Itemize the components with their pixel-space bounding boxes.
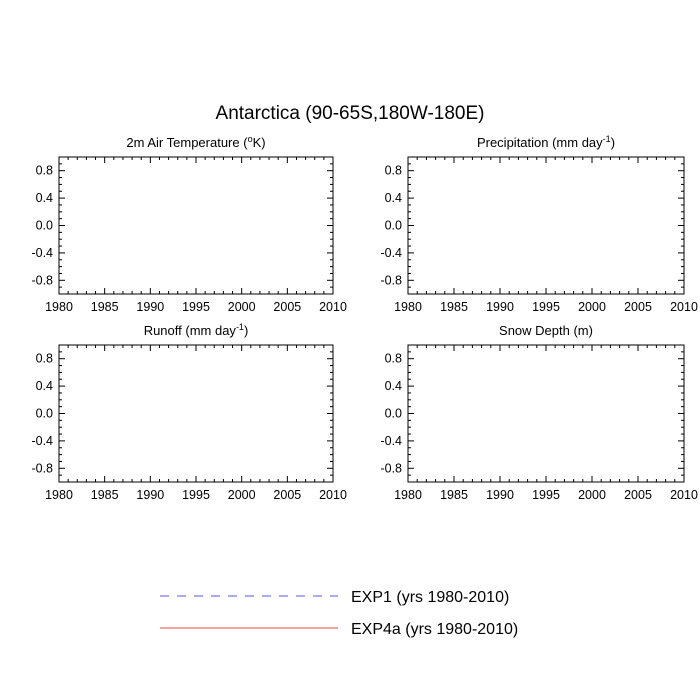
y-tick-label: -0.8 bbox=[380, 273, 402, 288]
plot-frame bbox=[408, 157, 684, 294]
x-tick-label: 1990 bbox=[136, 488, 165, 502]
y-tick-label: 0.0 bbox=[35, 218, 53, 233]
x-tick-label: 1995 bbox=[182, 300, 210, 314]
y-tick-label: 0.0 bbox=[35, 406, 53, 421]
x-tick-label: 1985 bbox=[440, 488, 468, 502]
y-tick-label: 0.8 bbox=[35, 163, 53, 178]
x-tick-label: 2000 bbox=[578, 488, 606, 502]
x-tick-label: 2010 bbox=[670, 488, 698, 502]
x-tick-label: 2010 bbox=[670, 300, 698, 314]
y-tick-label: -0.8 bbox=[380, 461, 402, 476]
y-tick-label: -0.4 bbox=[380, 245, 402, 260]
y-tick-label: 0.4 bbox=[35, 379, 53, 394]
x-tick-label: 2005 bbox=[273, 488, 302, 502]
legend-item bbox=[160, 589, 509, 606]
x-tick-label: 2000 bbox=[227, 300, 256, 314]
legend-item bbox=[160, 621, 518, 638]
x-tick-label: 1990 bbox=[136, 300, 165, 314]
legend bbox=[160, 589, 518, 638]
plot-frame bbox=[59, 345, 333, 482]
x-tick-label: 1980 bbox=[45, 488, 73, 502]
y-tick-label: 0.4 bbox=[384, 379, 402, 394]
x-tick-label: 1985 bbox=[90, 488, 119, 502]
x-tick-label: 2005 bbox=[624, 300, 652, 314]
x-tick-label: 1985 bbox=[90, 300, 119, 314]
panel-2 bbox=[380, 134, 697, 314]
panel-4 bbox=[380, 323, 697, 502]
y-tick-label: -0.8 bbox=[31, 273, 53, 288]
y-tick-label: -0.4 bbox=[31, 245, 53, 260]
x-tick-label: 1980 bbox=[394, 488, 422, 502]
y-tick-label: -0.4 bbox=[31, 433, 53, 448]
x-tick-label: 1995 bbox=[532, 488, 560, 502]
x-tick-label: 1985 bbox=[440, 300, 468, 314]
x-tick-label: 1990 bbox=[486, 300, 514, 314]
x-tick-label: 1995 bbox=[532, 300, 560, 314]
x-tick-label: 1980 bbox=[45, 300, 73, 314]
panel-title: 2m Air Temperature ($^o$K) bbox=[126, 134, 266, 150]
panel-title: Precipitation (mm day$^{-1}$) bbox=[476, 134, 616, 150]
plot-frame bbox=[408, 345, 684, 482]
y-tick-label: 0.8 bbox=[384, 163, 402, 178]
legend-label: EXP4a (yrs 1980-2010) bbox=[351, 621, 519, 638]
panel-title: Runoff (mm day$^{-1}$) bbox=[143, 322, 249, 338]
panel-title: Snow Depth (m) bbox=[499, 323, 593, 338]
x-tick-label: 2010 bbox=[319, 300, 347, 314]
x-tick-label: 2005 bbox=[624, 488, 652, 502]
panels bbox=[31, 134, 697, 502]
x-tick-label: 2000 bbox=[578, 300, 606, 314]
y-tick-label: -0.4 bbox=[380, 433, 402, 448]
y-tick-label: 0.8 bbox=[35, 351, 53, 366]
y-tick-label: 0.0 bbox=[384, 406, 402, 421]
y-tick-label: 0.8 bbox=[384, 351, 402, 366]
x-tick-label: 2005 bbox=[273, 300, 302, 314]
y-tick-label: 0.0 bbox=[384, 218, 402, 233]
x-tick-label: 1990 bbox=[486, 488, 514, 502]
legend-label: EXP1 (yrs 1980-2010) bbox=[351, 589, 510, 606]
y-tick-label: 0.4 bbox=[384, 191, 402, 206]
x-tick-label: 1995 bbox=[182, 488, 210, 502]
panel-1 bbox=[31, 134, 346, 314]
x-tick-label: 1980 bbox=[394, 300, 422, 314]
panel-3 bbox=[31, 322, 346, 502]
x-tick-label: 2000 bbox=[227, 488, 256, 502]
plot-frame bbox=[59, 157, 333, 294]
y-tick-label: -0.8 bbox=[31, 461, 53, 476]
x-tick-label: 2010 bbox=[319, 488, 347, 502]
main-title: Antarctica (90-65S,180W-180E) bbox=[215, 103, 485, 124]
y-tick-label: 0.4 bbox=[35, 191, 53, 206]
